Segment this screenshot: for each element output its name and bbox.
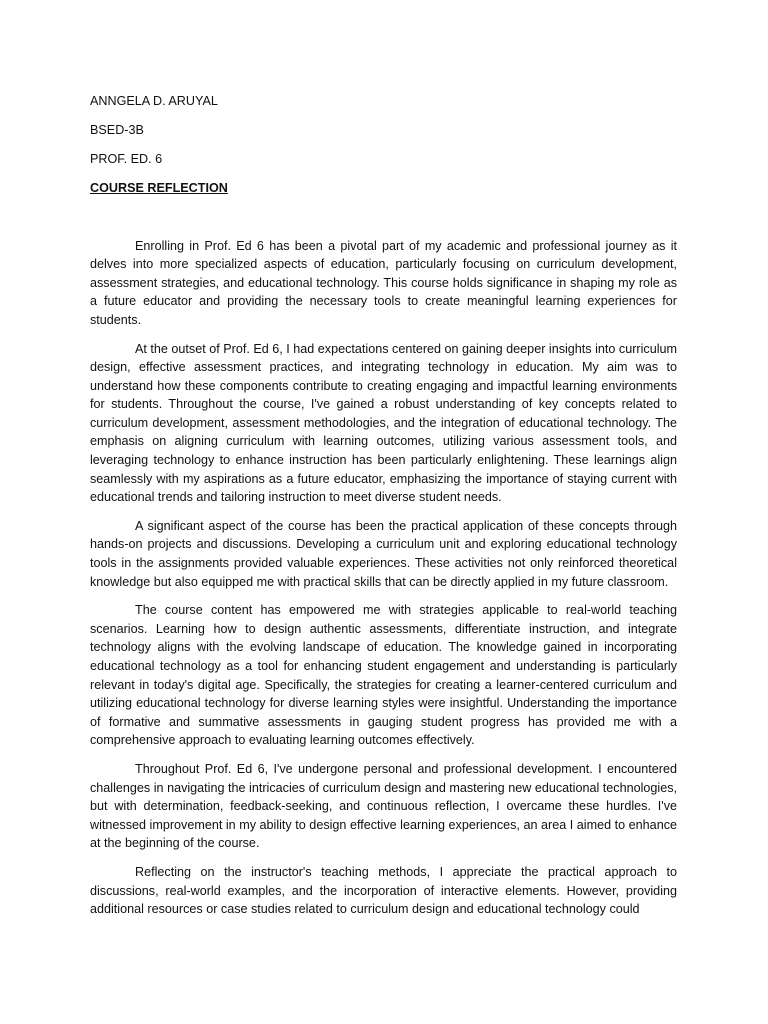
paragraph-3: A significant aspect of the course has been the practical application of these concepts through hands-on projects and discussions. Developing a curriculum unit and exploring educational technology tools in the assignments provided valuable experiences. These activities not only reinforced theoretical knowledge but also equipped me with practical skills that can be directly applied in my future classroom. bbox=[90, 518, 677, 589]
reflection-body bbox=[90, 237, 677, 919]
paragraph-6: Reflecting on the instructor's teaching methods, I appreciate the practical approach to discussions, real-world examples, and the incorporation of interactive elements. However, providing additional resources or case studies related to curriculum design and educational technology could bbox=[90, 864, 677, 917]
paragraph-1: Enrolling in Prof. Ed 6 has been a pivotal part of my academic and professional journey as it delves into more specialized aspects of education, particularly focusing on curriculum development, assessment strategies, and educational technology. This course holds significance in shaping my role as a future educator and providing the necessary tools to create meaningful learning experiences for students. bbox=[90, 238, 677, 327]
student-section: BSED-3B bbox=[90, 122, 144, 137]
document-title: COURSE REFLECTION bbox=[90, 180, 228, 195]
paragraph-5: Throughout Prof. Ed 6, I've undergone personal and professional development. I encountered challenges in navigating the intricacies of curriculum design and mastering new educational technologies, but with determination, feedback-seeking, and continuous reflection, I overcame these hurdles. I've witnessed improvement in my ability to design effective learning experiences, an area I aimed to enhance at the beginning of the course. bbox=[90, 761, 677, 851]
document-content bbox=[90, 92, 677, 929]
student-name: ANNGELA D. ARUYAL bbox=[90, 94, 218, 108]
paragraph-2: At the outset of Prof. Ed 6, I had expectations centered on gaining deeper insights into curriculum design, effective assessment practices, and integrating technology in education. My aim was to understand how these components contribute to creating engaging and impactful learning environments for students. Throughout the course, I've gained a robust understanding of key concepts related to curriculum development, assessment methodologies, and the integration of educational technology. The emphasis on aligning curriculum with learning outcomes, utilizing various assessment tools, and leveraging technology to enhance instruction has been particularly enlightening. These learnings align seamlessly with my aspirations as a future educator, emphasizing the importance of staying current with educational trends and tailoring instruction to meet diverse student needs. bbox=[90, 341, 677, 505]
course-code: PROF. ED. 6 bbox=[90, 151, 163, 166]
paragraph-4: The course content has empowered me with strategies applicable to real-world teaching scenarios. Learning how to design authentic assessments, differentiate instruction, and integrate technology aligns with the evolving landscape of education. The knowledge gained in incorporating educational technology as a tool for enhancing student engagement and understanding is particularly relevant in today's digital age. Specifically, the strategies for creating a learner-centered curriculum and utilizing educational technology for diverse learning styles were insightful. Understanding the importance of formative and summative assessments in gauging student progress has provided me with a comprehensive approach to evaluating learning outcomes effectively. bbox=[90, 603, 677, 748]
